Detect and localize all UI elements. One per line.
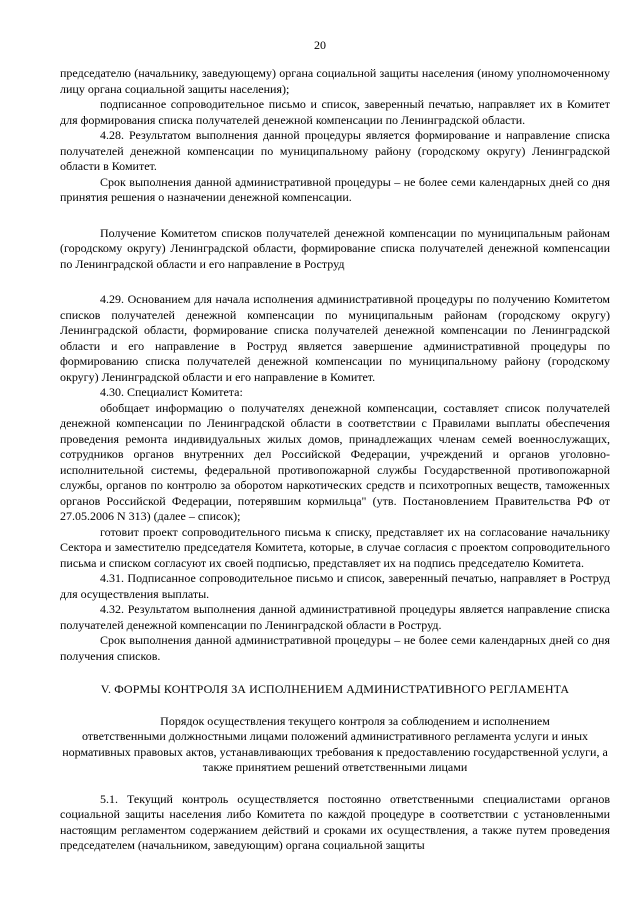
paragraph: 4.31. Подписанное сопроводительное письмо и список, заверенный печатью, направляет в Роструд для осуществления выплаты. <box>60 571 610 601</box>
document-body <box>60 66 610 854</box>
paragraph: 4.32. Результатом выполнения данной административной процедуры является направление списка получателей денежной компенсации по Ленинградской области в Роструд. <box>60 602 610 632</box>
subsection-heading: Получение Комитетом списков получателей денежной компенсации по муниципальным районам (городскому округу) Ленинградской области, формирование списка получателей денежной компенсации по Ленинградской области и его направление в Роструд <box>60 225 610 271</box>
page-number: 20 <box>314 38 326 52</box>
subtitle-first-line: Порядок осуществления текущего контроля за соблюдением и исполнением <box>160 713 550 728</box>
paragraph: обобщает информацию о получателях денежной компенсации, составляет список получателей денежной компенсации по Ленинградской области в соответствии с Правилами выплаты обеспечения проведения ремонта индивидуальных жилых домов, принадлежащих членам семей военнослужащих, сотрудников органов внутренних дел Российской Федерации, учреждений и органов уголовно-исполнительной системы, федеральной противопожарной службы Государственной противопожарной службы, органов по контролю за оборотом наркотических средств и психотропных веществ, таможенных органов Российской Федерации, потерявшим кормильца" (утв. Постановлением Правительства РФ от 27.05.2006 N 313) (далее – список); <box>60 400 610 523</box>
paragraph: Срок выполнения данной административной процедуры – не более семи календарных дней со дня принятия решения о назначении денежной компенсации. <box>60 174 610 204</box>
paragraph: 4.28. Результатом выполнения данной процедуры является формирование и направление списка получателей денежной компенсации по муниципальному району (городскому округу) Ленинградской области в Комитет. <box>60 128 610 173</box>
paragraph: 4.29. Основанием для начала исполнения административной процедуры по получению Комитетом списков получателей денежной компенсации по муниципальным районам (городскому округу) Ленинградской области, формирование списка получателей денежной компенсации по Ленинградской области и его направление в Роструд является завершение административной процедуры по формированию списка получателей денежной компенсации по муниципальному району (городскому округу) Ленинградской области и его направление в Комитет. <box>60 292 610 384</box>
paragraph: подписанное сопроводительное письмо и список, заверенный печатью, направляет их в Комитет для формирования списка получателей денежной компенсации по Ленинградской области. <box>60 97 610 127</box>
section-title: V. ФОРМЫ КОНТРОЛЯ ЗА ИСПОЛНЕНИЕМ АДМИНИСТРАТИВНОГО РЕГЛАМЕНТА <box>100 682 570 696</box>
subtitle-rest: ответственными должностными лицами положений административного регламента услуги и иных нормативных правовых актов, устанавливающих требования к предоставлению государственной услуги, а также принятием решений ответственными лицами <box>62 729 608 774</box>
paragraph: Срок выполнения данной административной процедуры – не более семи календарных дней со дня получения списков. <box>60 633 610 663</box>
paragraph: готовит проект сопроводительного письма к списку, представляет их на согласование начальнику Сектора и заместителю председателя Комитета, которые, в случае согласия с проектом сопроводительного письма и списком согласуют их своей подписью, представляет их на подпись председателю Комитета. <box>60 524 610 570</box>
paragraph: председателю (начальнику, заведующему) органа социальной защиты населения (иному уполномоченному лицу органа социальной защиты населения); <box>60 66 610 96</box>
paragraph: 5.1. Текущий контроль осуществляется постоянно ответственными специалистами органов социальной защиты населения либо Комитета по каждой процедуре в соответствии с установленными настоящим регламентом содержанием действий и сроками их осуществления, а также путем проведения председателем (начальником, заведующим) органа социальной защиты <box>60 791 610 852</box>
section-subtitle <box>60 714 610 776</box>
paragraph: 4.30. Специалист Комитета: <box>100 385 243 399</box>
